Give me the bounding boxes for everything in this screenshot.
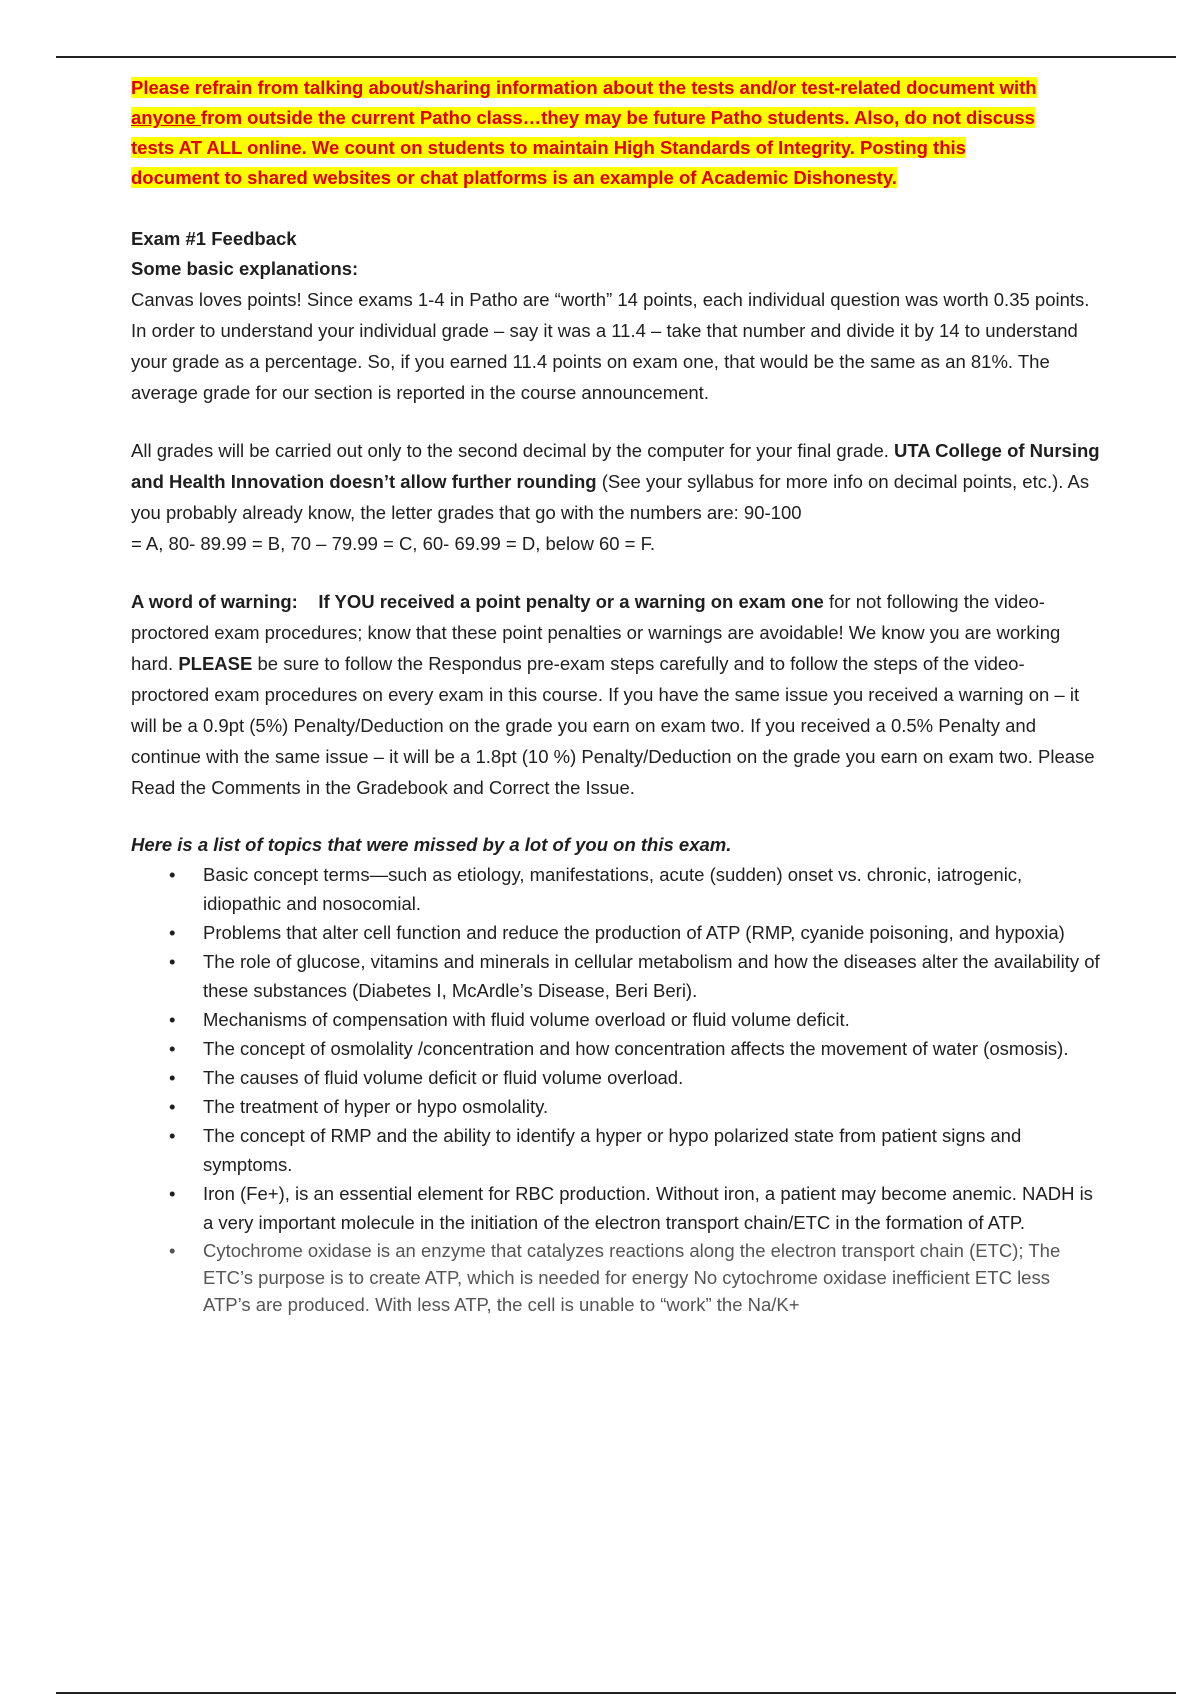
points-explanation-paragraph: Canvas loves points! Since exams 1-4 in Patho are “worth” 14 points, each individual question was worth 0.35 points. In order to understand your individual grade – say it was a 11.4 – take that number and divide it by 14 to understand your grade as a percentage. So, if you earned 11.4 points on exam one, that would be the same as an 81%. The average grade for our section is reported in the course announcement.	[131, 289, 1090, 403]
list-item	[131, 1121, 1101, 1179]
missed-topics-list	[131, 860, 1101, 1318]
document-body	[131, 73, 1101, 1318]
spacer	[131, 559, 1101, 586]
please-bold: PLEASE	[178, 653, 253, 674]
spacer	[131, 193, 1101, 224]
penalty-text-1: for not following the video-proctored exam procedures; know that these point penalties or warnings are avoidable! We know you are working hard.	[131, 591, 1061, 674]
penalty-text-2: be sure to follow the Respondus pre-exam steps carefully and to follow the steps of the video-proctored exam procedures on every exam in this course. If you have the same issue you received a warning on – it will be a 0.9pt (5%) Penalty/Deduction on the grade you earn on exam two. If you received a 0.5% Penalty and continue with the same issue – it will be a 1.8pt (10 %) Penalty/Deduction on the grade you earn on exam two. Please Read the Comments in the Gradebook and Correct the Issue.	[131, 653, 1095, 798]
warning-line-3: tests AT ALL online. We count on students to maintain High Standards of Integrity. Posting this	[131, 137, 966, 158]
grade-scale: = A, 80- 89.99 = B, 70 – 79.99 = C, 60- 69.99 = D, below 60 = F.	[131, 533, 656, 554]
list-item-text: The treatment of hyper or hypo osmolality.	[203, 1096, 549, 1117]
bottom-horizontal-rule	[56, 1692, 1176, 1694]
warning-label: A word of warning:	[131, 591, 298, 612]
spacer	[131, 803, 1101, 830]
page-title: Exam #1 Feedback	[131, 228, 297, 249]
penalty-lead-bold: If YOU received a point penalty or a warning on exam one	[318, 591, 824, 612]
bullet-icon: •	[169, 1038, 176, 1059]
list-item-text: Iron (Fe+), is an essential element for RBC production. Without iron, a patient may become anemic. NADH is a very important molecule in the initiation of the electron transport chain/ETC in the formation of ATP.	[203, 1183, 1093, 1233]
penalty-warning-paragraph	[131, 586, 1101, 803]
list-item-text: The causes of fluid volume deficit or fluid volume overload.	[203, 1067, 684, 1088]
list-item	[131, 1034, 1101, 1063]
bullet-icon: •	[169, 1096, 176, 1117]
list-item-text: Mechanisms of compensation with fluid volume overload or fluid volume deficit.	[203, 1009, 850, 1030]
list-item-text: The concept of RMP and the ability to identify a hyper or hypo polarized state from patient signs and symptoms.	[203, 1125, 1022, 1175]
rounding-text-end: (See your syllabus for more info on decimal points, etc.). As you probably already know, the letter grades that go with the numbers are: 90-100	[131, 471, 1090, 523]
bullet-icon: •	[169, 1125, 176, 1146]
section-subtitle: Some basic explanations:	[131, 258, 359, 279]
bullet-icon: •	[169, 1009, 176, 1030]
integrity-warning	[131, 73, 1101, 193]
bullet-icon: •	[169, 1067, 176, 1088]
topics-heading: Here is a list of topics that were missed by a lot of you on this exam.	[131, 834, 732, 855]
warning-line-2: from outside the current Patho class…they may be future Patho students. Also, do not discuss	[200, 107, 1035, 128]
list-item	[131, 860, 1101, 918]
spacer	[131, 408, 1101, 435]
list-item-text: The role of glucose, vitamins and minerals in cellular metabolism and how the diseases alter the availability of these substances (Diabetes I, McArdle’s Disease, Beri Beri).	[203, 951, 1100, 1001]
bullet-icon: •	[169, 864, 176, 885]
warning-line-4: document to shared websites or chat platforms is an example of Academic Dishonesty.	[131, 167, 897, 188]
warning-line-1: Please refrain from talking about/sharing information about the tests and/or test-related document with	[131, 77, 1037, 98]
list-item	[131, 1092, 1101, 1121]
list-item	[131, 1179, 1101, 1237]
bullet-icon: •	[169, 1240, 176, 1261]
list-item	[131, 918, 1101, 947]
list-item	[131, 1005, 1101, 1034]
list-item	[131, 947, 1101, 1005]
bullet-icon: •	[169, 951, 176, 972]
list-item-text: Cytochrome oxidase is an enzyme that catalyzes reactions along the electron transport chain (ETC); The ETC’s purpose is to create ATP, which is needed for energy No cytochrome oxidase inefficient ETC less ATP’s are produced. With less ATP, the cell is unable to “work” the Na/K+	[203, 1240, 1061, 1315]
rounding-policy-bold: UTA College of Nursing and Health Innovation doesn’t allow further rounding	[131, 440, 1100, 492]
rounding-text-start: All grades will be carried out only to the second decimal by the computer for your final grade.	[131, 440, 895, 461]
list-item	[131, 1063, 1101, 1092]
bullet-icon: •	[169, 922, 176, 943]
list-item	[131, 1237, 1101, 1318]
bullet-icon: •	[169, 1183, 176, 1204]
list-item-text: Basic concept terms—such as etiology, manifestations, acute (sudden) onset vs. chronic, iatrogenic, idiopathic and nosocomial.	[203, 864, 1023, 914]
list-item-text: The concept of osmolality /concentration and how concentration affects the movement of water (osmosis).	[203, 1038, 1069, 1059]
list-item-text: Problems that alter cell function and reduce the production of ATP (RMP, cyanide poisoning, and hypoxia)	[203, 922, 1065, 943]
rounding-paragraph	[131, 435, 1101, 528]
warning-underlined-word: anyone	[131, 107, 201, 128]
top-horizontal-rule	[56, 56, 1176, 58]
